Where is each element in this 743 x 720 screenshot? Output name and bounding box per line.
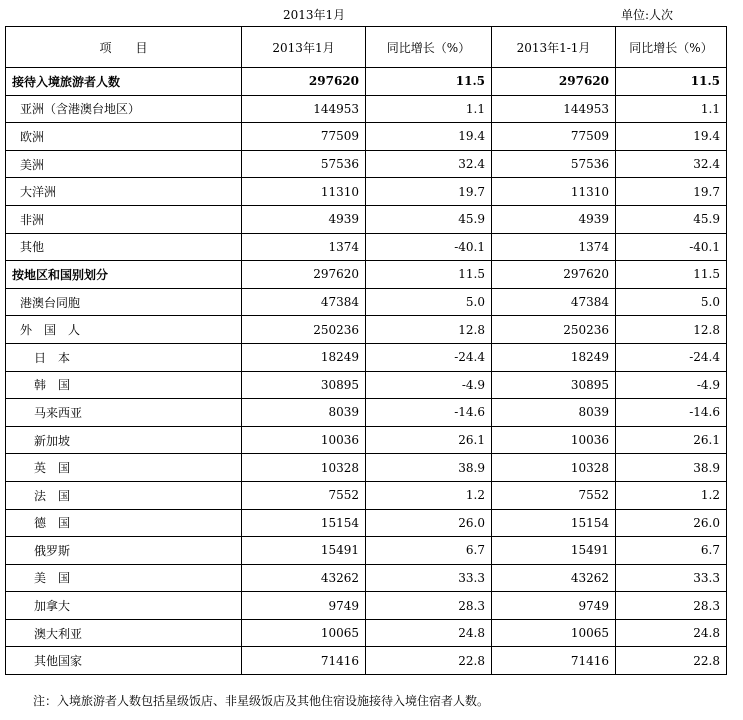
- row-label: 英 国: [6, 454, 242, 482]
- row-label: 美 国: [6, 564, 242, 592]
- cell-growth-month: 33.3: [366, 564, 492, 592]
- cell-value-cumulative: 8039: [492, 399, 616, 427]
- cell-growth-month: -4.9: [366, 371, 492, 399]
- table-row: [6, 261, 727, 289]
- table-row: [6, 509, 727, 537]
- table-row: [6, 316, 727, 344]
- cell-growth-cumulative: 12.8: [616, 316, 727, 344]
- row-label: 按地区和国别划分: [6, 261, 242, 289]
- row-label: 亚洲（含港澳台地区）: [6, 95, 242, 123]
- cell-growth-cumulative: 1.1: [616, 95, 727, 123]
- table-row: [6, 371, 727, 399]
- row-label: 港澳台同胞: [6, 288, 242, 316]
- cell-value-month: 8039: [242, 399, 366, 427]
- cell-growth-month: 12.8: [366, 316, 492, 344]
- table-row: [6, 592, 727, 620]
- cell-growth-cumulative: 26.1: [616, 426, 727, 454]
- cell-growth-month: 11.5: [366, 68, 492, 96]
- cell-growth-month: 1.2: [366, 481, 492, 509]
- column-header-growth-cumulative: 同比增长（%）: [616, 27, 727, 68]
- cell-value-month: 4939: [242, 205, 366, 233]
- table-row: [6, 454, 727, 482]
- cell-value-month: 10036: [242, 426, 366, 454]
- footnote: 注：入境旅游者人数包括星级饭店、非星级饭店及其他住宿设施接待入境住宿者人数。: [33, 694, 490, 708]
- cell-value-cumulative: 1374: [492, 233, 616, 261]
- cell-value-cumulative: 10065: [492, 619, 616, 647]
- column-header-month: 2013年1月: [242, 27, 366, 68]
- cell-growth-cumulative: 19.4: [616, 123, 727, 151]
- cell-value-month: 30895: [242, 371, 366, 399]
- table-header-row: [6, 27, 727, 68]
- cell-value-cumulative: 15491: [492, 537, 616, 565]
- cell-value-month: 15154: [242, 509, 366, 537]
- cell-value-cumulative: 57536: [492, 150, 616, 178]
- cell-value-month: 71416: [242, 647, 366, 675]
- table-row: [6, 426, 727, 454]
- cell-growth-cumulative: 28.3: [616, 592, 727, 620]
- cell-growth-cumulative: 19.7: [616, 178, 727, 206]
- tourist-arrivals-table: [5, 26, 727, 675]
- row-label: 俄罗斯: [6, 537, 242, 565]
- cell-growth-month: -24.4: [366, 343, 492, 371]
- row-label: 加拿大: [6, 592, 242, 620]
- cell-growth-month: -14.6: [366, 399, 492, 427]
- row-label: 大洋洲: [6, 178, 242, 206]
- column-header-item: 项 目: [6, 27, 242, 68]
- cell-growth-cumulative: 33.3: [616, 564, 727, 592]
- cell-growth-cumulative: 11.5: [616, 68, 727, 96]
- cell-value-month: 11310: [242, 178, 366, 206]
- cell-growth-month: 6.7: [366, 537, 492, 565]
- cell-value-month: 297620: [242, 261, 366, 289]
- cell-growth-month: 5.0: [366, 288, 492, 316]
- cell-value-cumulative: 7552: [492, 481, 616, 509]
- table-row: [6, 123, 727, 151]
- table-row: [6, 288, 727, 316]
- cell-value-cumulative: 15154: [492, 509, 616, 537]
- cell-value-month: 9749: [242, 592, 366, 620]
- table-row: [6, 564, 727, 592]
- cell-value-cumulative: 10328: [492, 454, 616, 482]
- cell-value-cumulative: 250236: [492, 316, 616, 344]
- cell-value-month: 15491: [242, 537, 366, 565]
- cell-growth-cumulative: 22.8: [616, 647, 727, 675]
- cell-value-month: 297620: [242, 68, 366, 96]
- cell-growth-cumulative: -4.9: [616, 371, 727, 399]
- row-label: 新加坡: [6, 426, 242, 454]
- table-row: [6, 399, 727, 427]
- row-label: 德 国: [6, 509, 242, 537]
- cell-growth-month: 24.8: [366, 619, 492, 647]
- cell-growth-month: 1.1: [366, 95, 492, 123]
- table-row: [6, 647, 727, 675]
- row-label: 其他: [6, 233, 242, 261]
- cell-growth-month: 45.9: [366, 205, 492, 233]
- cell-value-month: 250236: [242, 316, 366, 344]
- row-label: 欧洲: [6, 123, 242, 151]
- row-label: 外 国 人: [6, 316, 242, 344]
- cell-value-month: 18249: [242, 343, 366, 371]
- row-label: 接待入境旅游者人数: [6, 68, 242, 96]
- cell-growth-cumulative: 45.9: [616, 205, 727, 233]
- cell-value-cumulative: 10036: [492, 426, 616, 454]
- cell-value-cumulative: 9749: [492, 592, 616, 620]
- period-caption: 2013年1月: [283, 8, 346, 22]
- table-row: [6, 178, 727, 206]
- cell-growth-cumulative: 1.2: [616, 481, 727, 509]
- table-row: [6, 233, 727, 261]
- cell-growth-cumulative: -24.4: [616, 343, 727, 371]
- table-row: [6, 537, 727, 565]
- table-row: [6, 68, 727, 96]
- row-label: 日 本: [6, 343, 242, 371]
- cell-value-month: 10065: [242, 619, 366, 647]
- cell-growth-cumulative: 6.7: [616, 537, 727, 565]
- cell-value-cumulative: 297620: [492, 68, 616, 96]
- cell-value-month: 144953: [242, 95, 366, 123]
- cell-growth-cumulative: 38.9: [616, 454, 727, 482]
- cell-value-cumulative: 18249: [492, 343, 616, 371]
- cell-growth-cumulative: -14.6: [616, 399, 727, 427]
- cell-growth-month: 38.9: [366, 454, 492, 482]
- table-row: [6, 481, 727, 509]
- cell-value-cumulative: 4939: [492, 205, 616, 233]
- row-label: 法 国: [6, 481, 242, 509]
- cell-value-cumulative: 144953: [492, 95, 616, 123]
- cell-value-cumulative: 71416: [492, 647, 616, 675]
- cell-value-month: 7552: [242, 481, 366, 509]
- cell-growth-month: 28.3: [366, 592, 492, 620]
- row-label: 韩 国: [6, 371, 242, 399]
- cell-growth-month: 11.5: [366, 261, 492, 289]
- cell-value-cumulative: 47384: [492, 288, 616, 316]
- column-header-cumulative: 2013年1-1月: [492, 27, 616, 68]
- table-row: [6, 343, 727, 371]
- table-row: [6, 150, 727, 178]
- unit-caption: 单位:人次: [621, 8, 674, 22]
- cell-value-month: 47384: [242, 288, 366, 316]
- table-row: [6, 205, 727, 233]
- cell-growth-cumulative: 11.5: [616, 261, 727, 289]
- cell-growth-cumulative: 5.0: [616, 288, 727, 316]
- cell-growth-cumulative: -40.1: [616, 233, 727, 261]
- column-header-growth-month: 同比增长（%）: [366, 27, 492, 68]
- row-label: 澳大利亚: [6, 619, 242, 647]
- cell-value-month: 10328: [242, 454, 366, 482]
- table-row: [6, 95, 727, 123]
- table-row: [6, 619, 727, 647]
- cell-value-month: 57536: [242, 150, 366, 178]
- cell-growth-month: 26.1: [366, 426, 492, 454]
- cell-growth-cumulative: 32.4: [616, 150, 727, 178]
- cell-value-cumulative: 77509: [492, 123, 616, 151]
- cell-value-month: 77509: [242, 123, 366, 151]
- cell-growth-month: 22.8: [366, 647, 492, 675]
- row-label: 其他国家: [6, 647, 242, 675]
- row-label: 马来西亚: [6, 399, 242, 427]
- cell-growth-cumulative: 24.8: [616, 619, 727, 647]
- cell-value-cumulative: 297620: [492, 261, 616, 289]
- cell-value-month: 43262: [242, 564, 366, 592]
- cell-growth-month: 26.0: [366, 509, 492, 537]
- cell-value-cumulative: 30895: [492, 371, 616, 399]
- cell-growth-month: 19.4: [366, 123, 492, 151]
- cell-growth-month: -40.1: [366, 233, 492, 261]
- cell-value-month: 1374: [242, 233, 366, 261]
- cell-growth-month: 19.7: [366, 178, 492, 206]
- cell-growth-month: 32.4: [366, 150, 492, 178]
- row-label: 美洲: [6, 150, 242, 178]
- cell-value-cumulative: 11310: [492, 178, 616, 206]
- row-label: 非洲: [6, 205, 242, 233]
- cell-value-cumulative: 43262: [492, 564, 616, 592]
- cell-growth-cumulative: 26.0: [616, 509, 727, 537]
